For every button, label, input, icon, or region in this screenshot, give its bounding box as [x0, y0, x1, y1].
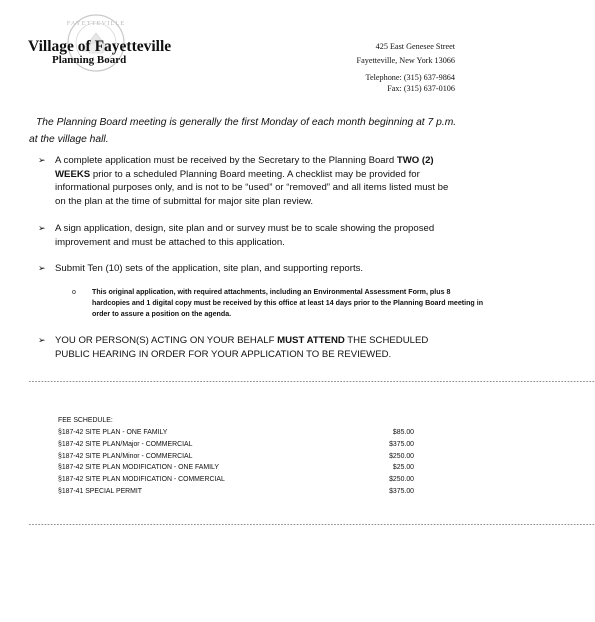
intro-line-1: The Planning Board meeting is generally the first Monday of each month beginning at 7 p.m. [36, 117, 457, 128]
requirement-text: THE SCHEDULED PUBLIC HEARING IN ORDER FOR YOUR APPLICATION TO BE REVIEWED. [55, 335, 429, 360]
hollow-circle-bullet-icon: o [72, 289, 76, 296]
requirement-item [38, 262, 363, 276]
fee-amount: $25.00 [392, 464, 414, 472]
dashed-divider: -------------------------------------------------------------------------------------------------------------------------------------------------------------------------------------- [28, 521, 595, 528]
fee-row [58, 451, 414, 463]
arrowhead-bullet-icon: ➢ [38, 155, 46, 165]
arrowhead-bullet-icon: ➢ [38, 223, 46, 233]
requirement-text: A sign application, design, site plan and or survey must be to scale showing the proposed improvement and must be attached to this application. [55, 223, 435, 248]
fee-amount: $250.00 [389, 452, 414, 460]
dashed-divider: -------------------------------------------------------------------------------------------------------------------------------------------------------------------------------------- [28, 378, 595, 385]
address-line-1: 425 East Genesee Street [375, 42, 455, 51]
sub-requirement-text: This original application, with required attachments, including an Environmental Assessment Form, plus 8 hardcopies and 1 digital copy must be received by this office at least 14 days prior to the Planning Board meeting in order to assure a position on the agenda. [92, 288, 484, 318]
intro-line-2: at the village hall. [29, 134, 109, 145]
fee-schedule [58, 415, 414, 498]
meeting-schedule-note [29, 114, 459, 148]
fee-schedule-heading: FEE SCHEDULE: [58, 417, 113, 424]
fee-label: §187-42 SITE PLAN MODIFICATION - ONE FAMILY [58, 464, 219, 472]
requirement-item [38, 222, 458, 249]
requirement-emphasis: MUST ATTEND [277, 335, 345, 346]
requirement-item [38, 154, 458, 208]
fee-row [58, 474, 414, 486]
fee-amount: $375.00 [389, 440, 414, 448]
fee-label: §187-42 SITE PLAN/Minor - COMMERCIAL [58, 452, 193, 460]
fee-row [58, 486, 414, 498]
telephone: Telephone: (315) 637-9864 [365, 73, 455, 82]
requirement-text: A complete application must be received by the Secretary to the Planning Board [55, 155, 397, 166]
requirement-emphasis: TWO (2) WEEKS [55, 155, 434, 180]
planning-board-name: Planning Board [52, 54, 127, 66]
fax: Fax: (315) 637-0106 [387, 84, 455, 93]
fee-amount: $250.00 [389, 476, 414, 484]
fee-row [58, 462, 414, 474]
svg-text:FAYETTEVILLE: FAYETTEVILLE [66, 20, 126, 27]
requirement-text: Submit Ten (10) sets of the application, site plan, and supporting reports. [55, 263, 364, 274]
requirement-text: YOU OR PERSON(S) ACTING ON YOUR BEHALF [55, 335, 278, 346]
fee-amount: $375.00 [389, 487, 414, 495]
requirement-item [38, 334, 458, 361]
sub-requirement-item [72, 287, 484, 320]
fee-label: §187-42 SITE PLAN MODIFICATION - COMMERCIAL [58, 476, 225, 484]
fee-label: §187-42 SITE PLAN - ONE FAMILY [58, 429, 168, 436]
arrowhead-bullet-icon: ➢ [38, 335, 46, 345]
village-name: Village of Fayetteville [28, 38, 172, 55]
arrowhead-bullet-icon: ➢ [38, 263, 46, 273]
requirement-text: prior to a scheduled Planning Board meeting. A checklist may be provided for informational purposes only, and is not to be “used” or “removed” and all items listed must be on the plan at the time of submittal for major site plan review. [55, 168, 449, 207]
fee-label: §187-41 SPECIAL PERMIT [58, 487, 142, 495]
address-line-2: Fayetteville, New York 13066 [356, 56, 455, 65]
fee-row [58, 427, 414, 439]
fee-label: §187-42 SITE PLAN/Major - COMMERCIAL [58, 440, 193, 448]
fee-row [58, 439, 414, 451]
fee-amount: $85.00 [392, 429, 414, 436]
